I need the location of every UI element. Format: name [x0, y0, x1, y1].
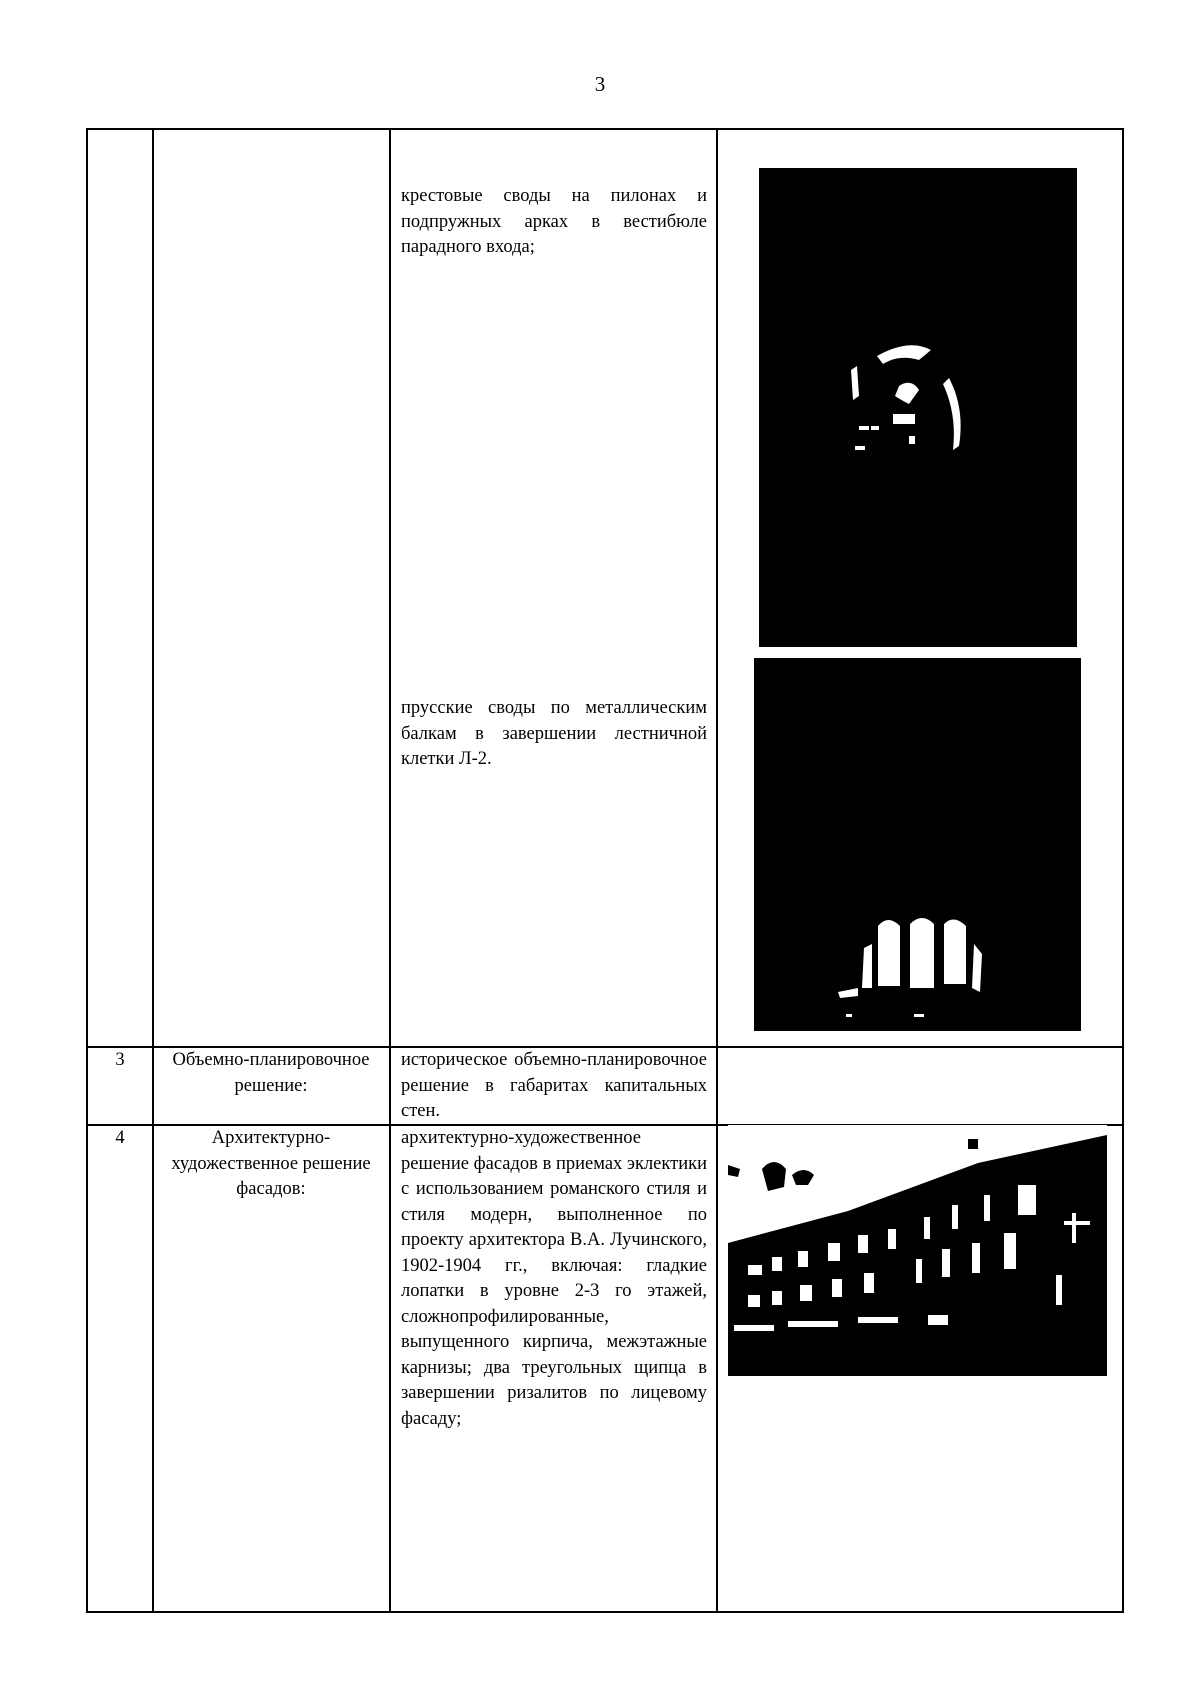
row-name: Архитектурно-художественное решение фасадов:: [171, 1128, 371, 1199]
column-divider: [389, 128, 391, 1613]
table-border-top: [86, 128, 1124, 130]
table-border-right: [1122, 128, 1124, 1613]
table-border-left: [86, 128, 88, 1613]
row-item-text: историческое объемно-планировочное решение в габаритах капитальных стен.: [401, 1050, 707, 1121]
table-border-bottom: [86, 1611, 1124, 1613]
column-divider: [716, 128, 718, 1613]
row-name: Объемно-планировочное решение:: [172, 1050, 370, 1096]
column-divider: [152, 128, 154, 1613]
row-item-text: архитектурно-художественное решение фасадов в приемах эклектики с использованием романского стиля и стиля модерн, выполненное по проекту архитектора В.А. Лучинского, 1902-1904 гг., включая: гладкие лопатки в уровне 2-3 го этажей, сложнопрофилированные, выпущенного кирпича, межэтажные карнизы; два треугольных щипца в завершении ризалитов по лицевому фасаду;: [401, 1128, 707, 1429]
row-number: 4: [115, 1128, 125, 1148]
row-item-text: прусские своды по металлическим балкам в завершении лестничной клетки Л-2.: [401, 698, 707, 769]
photo-prussian-vaults: [754, 658, 1081, 1031]
row-item-text: крестовые своды на пилонах и подпружных арках в вестибюле парадного входа;: [401, 186, 707, 257]
row-number: 3: [115, 1050, 125, 1070]
photo-cross-vaults: [759, 168, 1077, 647]
photo-facade: [728, 1125, 1107, 1376]
page-number: 3: [594, 72, 606, 96]
